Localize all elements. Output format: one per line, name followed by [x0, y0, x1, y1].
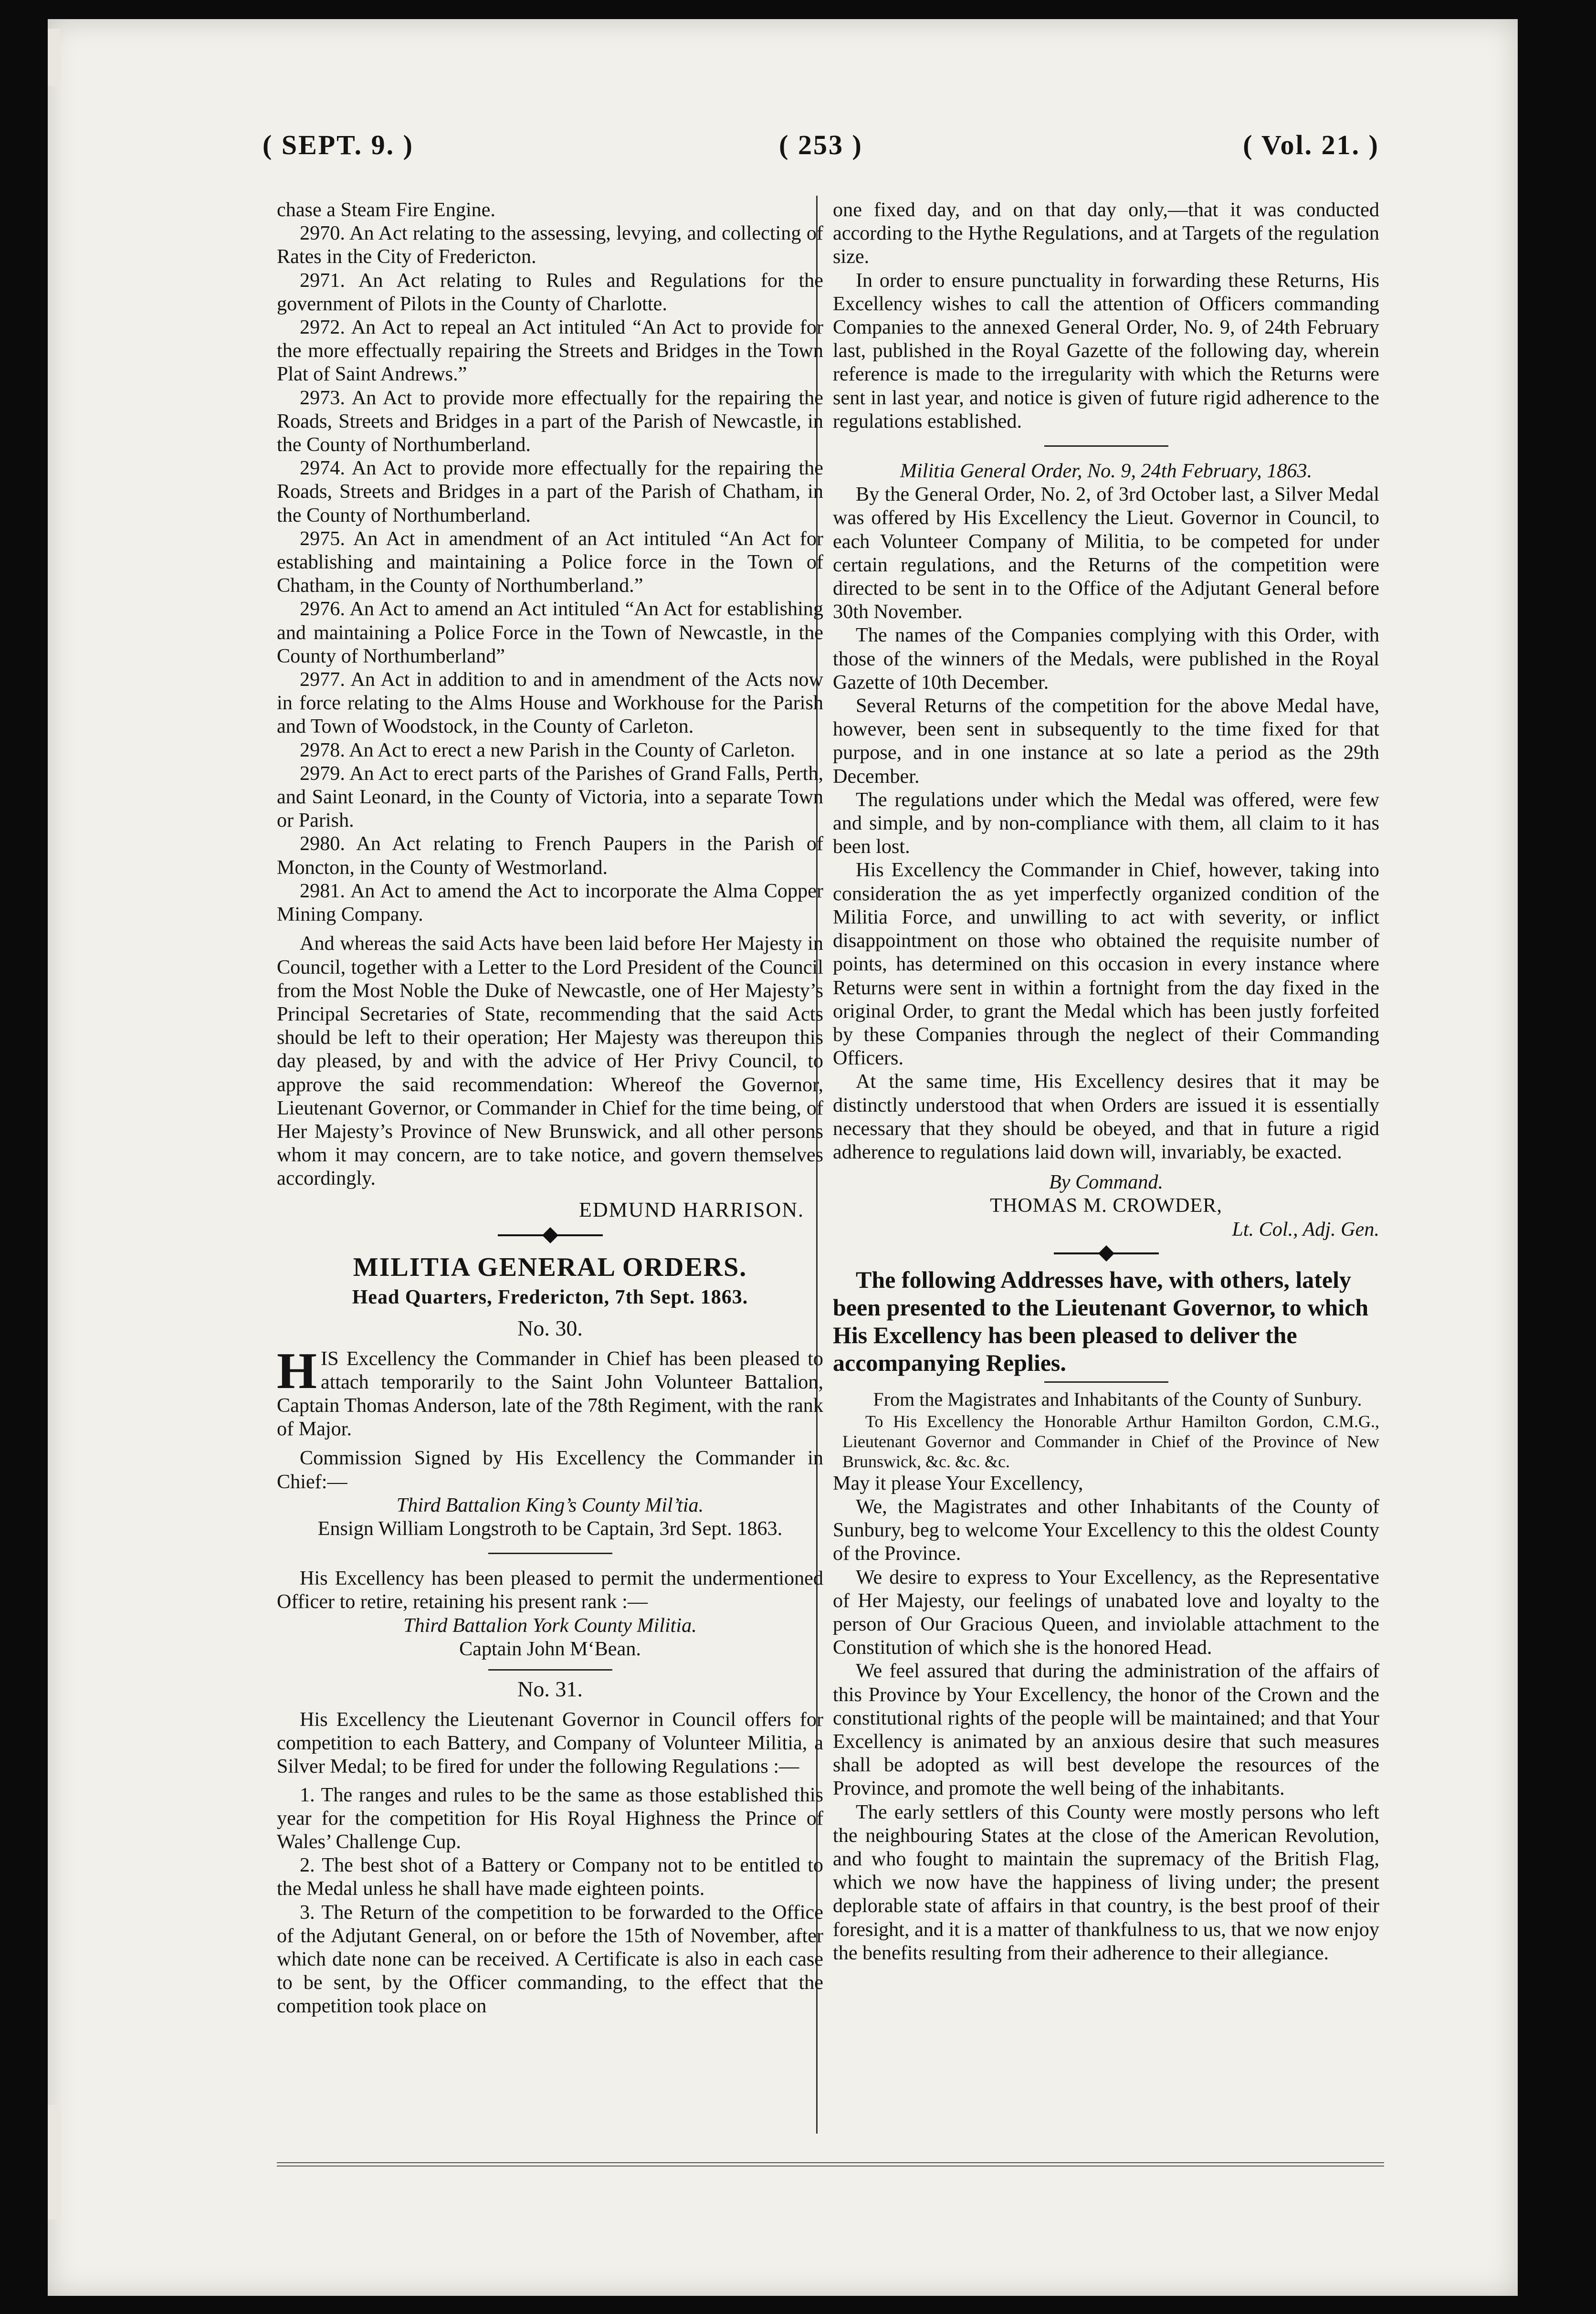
- order-9-paragraph: By the General Order, No. 2, of 3rd October last, a Silver Medal was offered by His Excellency the Lieut. Governor in Council, to each Volunteer Company of Militia, to be competed for under certain regulations, and the Returns of the competition were directed to be sent in to the Office of the Adjutant General before 30th November.: [833, 483, 1379, 623]
- short-rule: [1044, 1381, 1168, 1383]
- ornament-separator: [277, 1226, 823, 1245]
- order-9-paragraph: At the same time, His Excellency desires that it may be distinctly understood that when Orders are issued it is essentially necessary that they should be obeyed, and that in future a rigid adherence to regulations laid down will, invariably, be exacted.: [833, 1070, 1379, 1163]
- left-column: [277, 198, 823, 2018]
- order-number-30: No. 30.: [517, 1315, 583, 1340]
- order-9-paragraph: His Excellency the Commander in Chief, however, taking into consideration the as yet imperfectly organized condition of the Militia Force, and unwilling to act with severity, or inflict disappointment on those who obtained the requisite number of points, has determined on this occasion in every instance where Returns were sent in within a fortnight from the day fixed in the original Order, to grant the Medal which has been justly forfeited by these Companies through the neglect of their Commanding Officers.: [833, 859, 1379, 1070]
- act-paragraph: 2975. An Act in amendment of an Act intituled “An Act for establishing and maintaining a Police force in the Town of Chatham, in the County of Northumberland.”: [277, 527, 823, 597]
- regulation-item: 2. The best shot of a Battery or Company not to be entitled to the Medal unless he shall have made eighteen points.: [277, 1854, 823, 1900]
- permit-paragraph: His Excellency has been pleased to permit the undermentioned Officer to retire, retaining his present rank :—: [277, 1567, 823, 1613]
- kings-county-heading: Third Battalion King’s County Mil’tia.: [396, 1494, 704, 1516]
- short-rule: [488, 1553, 612, 1554]
- addresses-heading: The following Addresses have, with others, lately been presented to the Lieutenant Governor, to which His Excellency has been pleased to deliver the accompanying Replies.: [833, 1266, 1369, 1376]
- punctuality-paragraph: In order to ensure punctuality in forwarding these Returns, His Excellency wishes to call the attention of Officers commanding Companies to the annexed General Order, No. 9, of 24th February last, published in the Royal Gazette of the following day, wherein reference is made to the irregularity with which the Returns were sent in last year, and notice is given of future rigid adherence to the regulations established.: [833, 269, 1379, 432]
- order-31-paragraph: His Excellency the Lieutenant Governor in Council offers for competition to each Battery, and Company of Volunteer Militia, a Silver Medal; to be fired for under the following Regulations :—: [277, 1708, 823, 1778]
- york-county-heading: Third Battalion York County Militia.: [403, 1614, 697, 1637]
- order-30-body: IS Excellency the Commander in Chief has been pleased to attach temporarily to the Saint John Volunteer Battalion, Captain Thomas Anderson, late of the 78th Regiment, with the rank of Major.: [277, 1347, 823, 1441]
- bottom-rule: [277, 2162, 1384, 2163]
- act-paragraph: 2979. An Act to erect parts of the Parishes of Grand Falls, Perth, and Saint Leonard, in the County of Victoria, into a separate Town or Parish.: [277, 762, 823, 832]
- order-30-text: [277, 1342, 823, 1441]
- militia-orders-title: MILITIA GENERAL ORDERS.: [353, 1252, 747, 1282]
- continuation-paragraph: one fixed day, and on that day only,—that it was conducted according to the Hythe Regulations, and at Targets of the regulation size.: [833, 199, 1379, 268]
- address-paragraph: We feel assured that during the administration of the affairs of this Province by Your Excellency, the honor of the Crown and the constitutional rights of the people will be maintained; and that Your Excellency is animated by an anxious desire that such measures shall be adopted as will best develope the resources of the Province, and promote the well being of the inhabitants.: [833, 1660, 1379, 1800]
- bottom-rule: [277, 2166, 1384, 2167]
- order-9-paragraph: The regulations under which the Medal was offered, were few and simple, and by non-compliance with them, all claim to it has been lost.: [833, 788, 1379, 858]
- act-paragraph: 2977. An Act in addition to and in amendment of the Acts now in force relating to the Alms House and Workhouse for the Parish and Town of Woodstock, in the County of Carleton.: [277, 668, 823, 738]
- regulation-item: 3. The Return of the competition to be forwarded to the Office of the Adjutant General, on or before the 15th of November, after which date none can be received. A Certificate is also in each case to be sent, by the Officer commanding, to the effect that the competition took place on: [277, 1901, 823, 2018]
- right-column: [833, 198, 1379, 1965]
- militia-orders-dateline: Head Quarters, Fredericton, 7th Sept. 1863.: [352, 1286, 748, 1308]
- address-paragraph: The early settlers of this County were mostly persons who left the neighbouring States at the close of the American Revolution, and who fought to maintain the supremacy of the British Flag, which we now have the happiness of living under; the present deplorable state of affairs in that country, is the best proof of their foresight, and it is a matter of thankfulness to us, that we now enjoy the benefits resulting from their adherence to their allegiance.: [833, 1800, 1379, 1964]
- to-his-excellency: To His Excellency the Honorable Arthur Hamilton Gordon, C.M.G., Lieutenant Governor and Commander in Chief of the Province of New Brunswick, &c. &c. &c.: [842, 1411, 1379, 1471]
- signature-harrison: EDMUND HARRISON.: [578, 1198, 804, 1221]
- short-rule: [1044, 445, 1168, 447]
- act-paragraph: 2981. An Act to amend the Act to incorporate the Alma Copper Mining Company.: [277, 879, 823, 926]
- address-paragraph: We desire to express to Your Excellency, as the Representative of Her Majesty, our feelings of unabated love and loyalty to the person of Our Gracious Queen, and inviolable attachment to the Constitution of which she is the honored Head.: [833, 1566, 1379, 1659]
- act-paragraph: 2971. An Act relating to Rules and Regulations for the government of Pilots in the County of Charlotte.: [277, 269, 823, 315]
- address-paragraph: We, the Magistrates and other Inhabitants of the County of Sunbury, beg to welcome Your Excellency to this the oldest County of the Province.: [833, 1495, 1379, 1565]
- header-date: ( SEPT. 9. ): [262, 129, 414, 160]
- order-9-paragraph: The names of the Companies complying with this Order, with those of the winners of the Medals, were published in the Royal Gazette of 10th December.: [833, 624, 1379, 694]
- ornament-separator: [833, 1244, 1379, 1263]
- from-heading: From the Magistrates and Inhabitants of the County of Sunbury.: [873, 1388, 1362, 1410]
- drop-cap: H: [277, 1342, 317, 1399]
- act-paragraph: 2974. An Act to provide more effectually for the repairing the Roads, Streets and Bridges in a part of the Parish of Chatham, in the County of Northumberland.: [277, 457, 823, 526]
- act-paragraph: 2980. An Act relating to French Paupers in the Parish of Moncton, in the County of Westmorland.: [277, 832, 823, 879]
- newspaper-page: [48, 19, 1518, 2296]
- crowder-title: Lt. Col., Adj. Gen.: [1232, 1218, 1379, 1241]
- order-9-heading: Militia General Order, No. 9, 24th February, 1863.: [900, 460, 1312, 483]
- act-paragraph: 2976. An Act to amend an Act intituled “An Act for establishing and maintaining a Police Force in the Town of Newcastle, in the County of Northumberland”: [277, 598, 823, 667]
- salutation: May it please Your Excellency,: [833, 1472, 1083, 1494]
- order-9-paragraph: Several Returns of the competition for the above Medal have, however, been sent in subsequently to the time fixed for that purpose, and in one instance at so late a period as the 29th December.: [833, 694, 1379, 788]
- whereas-paragraph: And whereas the said Acts have been laid before Her Majesty in Council, together with a Letter to the Lord President of the Council from the Most Noble the Duke of Newcastle, one of Her Majesty’s Principal Secretaries of State, recommending that the said Acts should be left to their operation; Her Majesty was thereupon this day pleased, by and with the advice of Her Privy Council, to approve the said recommendation: Whereof the Governor, Lieutenant Governor, or Commander in Chief for the time being, of Her Majesty’s Province of New Brunswick, and all other persons whom it may concern, are to take notice, and govern themselves accordingly.: [277, 932, 823, 1190]
- short-rule: [488, 1669, 612, 1671]
- act-paragraph: 2973. An Act to provide more effectually for the repairing the Roads, Streets and Bridges in a part of the Parish of Newcastle, in the County of Northumberland.: [277, 386, 823, 456]
- regulation-item: 1. The ranges and rules to be the same as those established this year for the competition for His Royal Highness the Prince of Wales’ Challenge Cup.: [277, 1783, 823, 1853]
- order-number-31: No. 31.: [517, 1676, 583, 1701]
- header-volume: ( Vol. 21. ): [1243, 129, 1379, 160]
- commission-line: Commission Signed by His Excellency the Commander in Chief:—: [277, 1447, 823, 1493]
- ensign-line: Ensign William Longstroth to be Captain, 3rd Sept. 1863.: [317, 1517, 783, 1540]
- act-paragraph: 2978. An Act to erect a new Parish in the County of Carleton.: [300, 738, 796, 761]
- by-command: By Command.: [1049, 1171, 1164, 1194]
- act-paragraph: 2970. An Act relating to the assessing, levying, and collecting of Rates in the City of Fredericton.: [277, 222, 823, 268]
- running-head: [262, 129, 1379, 172]
- page-sheet: [48, 19, 1518, 2296]
- act-paragraph: chase a Steam Fire Engine.: [277, 199, 496, 221]
- mcbean-line: Captain John M‘Bean.: [459, 1637, 641, 1660]
- header-page-number: ( 253 ): [779, 129, 863, 160]
- act-paragraph: 2972. An Act to repeal an Act intituled “An Act to provide for the more effectually repairing the Streets and Bridges in the Town Plat of Saint Andrews.”: [277, 316, 823, 386]
- crowder-signature: THOMAS M. CROWDER,: [990, 1194, 1222, 1217]
